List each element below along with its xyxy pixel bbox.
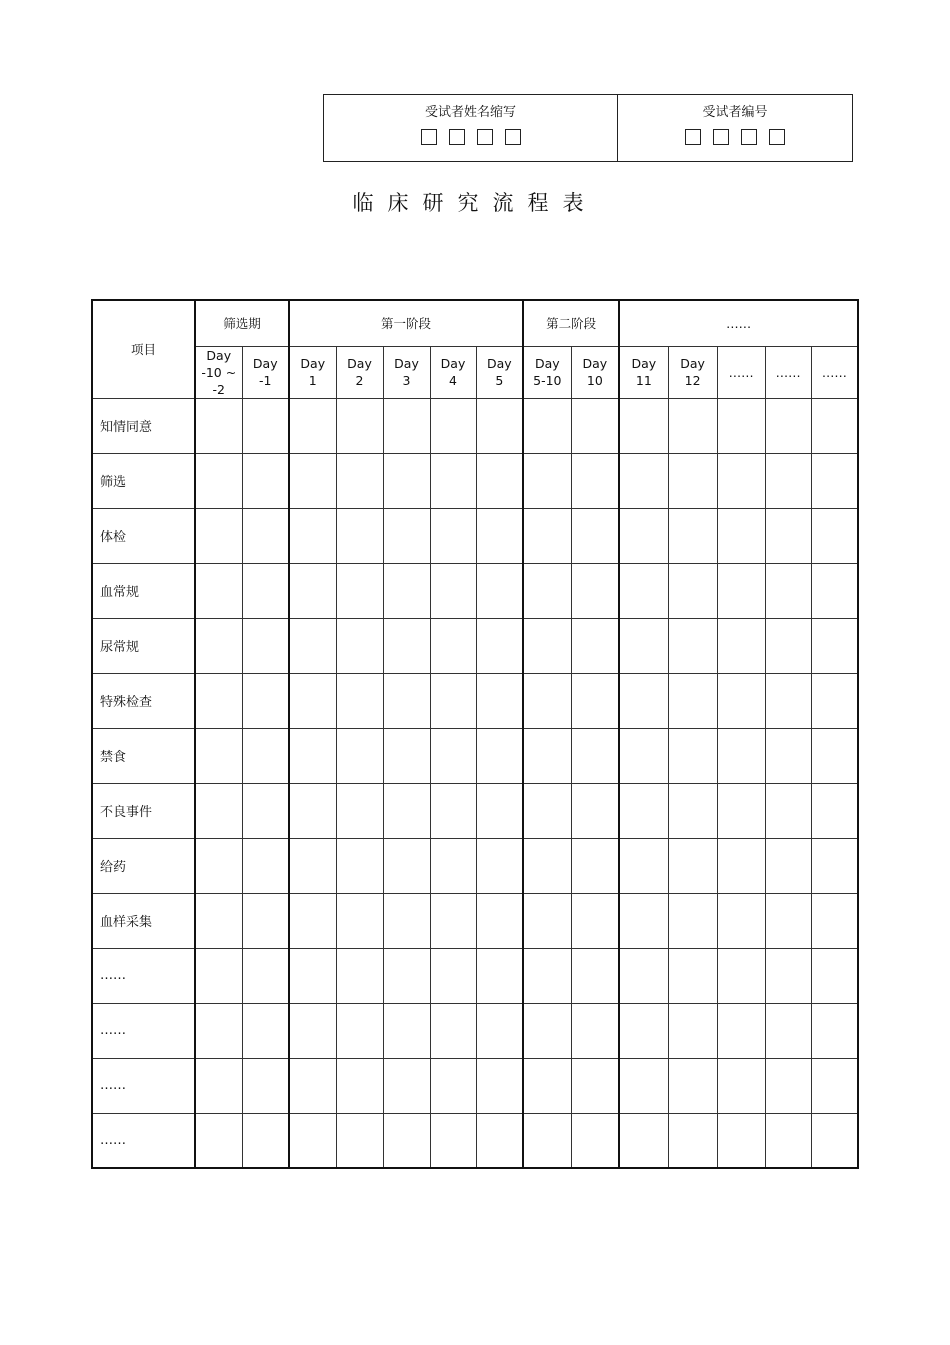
schedule-cell[interactable]	[523, 618, 571, 673]
schedule-cell[interactable]	[383, 673, 430, 728]
schedule-cell[interactable]	[619, 618, 668, 673]
day-header	[571, 346, 619, 398]
schedule-cell[interactable]	[765, 1058, 811, 1113]
schedule-cell[interactable]	[717, 948, 765, 1003]
schedule-cell[interactable]	[668, 1113, 717, 1168]
schedule-cell[interactable]	[717, 1058, 765, 1113]
schedule-cell[interactable]	[242, 453, 289, 508]
day-header-line2: 5-10	[533, 373, 562, 388]
subject-initials-boxes	[421, 129, 521, 145]
schedule-cell[interactable]	[571, 508, 619, 563]
schedule-cell[interactable]	[383, 838, 430, 893]
schedule-cell[interactable]	[765, 453, 811, 508]
schedule-cell[interactable]	[668, 673, 717, 728]
schedule-cell[interactable]	[717, 783, 765, 838]
day-header	[195, 346, 242, 398]
schedule-cell[interactable]	[476, 1113, 523, 1168]
schedule-cell[interactable]	[619, 1113, 668, 1168]
day-header-line2: 10	[586, 373, 603, 388]
row-label: ……	[92, 1003, 195, 1058]
schedule-cell[interactable]	[571, 783, 619, 838]
schedule-cell[interactable]	[476, 948, 523, 1003]
schedule-cell[interactable]	[242, 673, 289, 728]
schedule-cell[interactable]	[571, 728, 619, 783]
day-header-line1: Day	[534, 356, 560, 371]
header-row-phases	[92, 300, 858, 346]
schedule-cell[interactable]	[336, 1003, 383, 1058]
table-row	[92, 1113, 858, 1168]
schedule-cell[interactable]	[668, 783, 717, 838]
schedule-cell[interactable]	[571, 673, 619, 728]
schedule-cell[interactable]	[383, 1003, 430, 1058]
day-header-line2: 5	[495, 373, 504, 388]
schedule-cell[interactable]	[289, 508, 336, 563]
schedule-cell[interactable]	[619, 783, 668, 838]
day-header-line1: Day	[394, 356, 419, 371]
schedule-cell[interactable]	[523, 1058, 571, 1113]
schedule-cell[interactable]	[289, 398, 336, 453]
schedule-cell[interactable]	[811, 618, 858, 673]
day-header-line1: Day	[582, 356, 608, 371]
schedule-cell[interactable]	[523, 563, 571, 618]
header-row-days	[92, 346, 858, 398]
schedule-cell[interactable]	[765, 783, 811, 838]
schedule-cell[interactable]	[195, 453, 242, 508]
day-header-line1: Day	[486, 356, 512, 371]
schedule-cell[interactable]	[242, 1003, 289, 1058]
schedule-cell[interactable]	[195, 1058, 242, 1113]
initials-box[interactable]	[421, 129, 437, 145]
schedule-cell[interactable]	[523, 453, 571, 508]
schedule-cell[interactable]	[383, 1058, 430, 1113]
day-header	[242, 346, 289, 398]
table-row	[92, 398, 858, 453]
schedule-cell[interactable]	[430, 893, 476, 948]
schedule-cell[interactable]	[430, 673, 476, 728]
number-box[interactable]	[685, 129, 701, 145]
phase-header: ……	[619, 300, 858, 346]
schedule-cell[interactable]	[336, 453, 383, 508]
schedule-cell[interactable]	[242, 1058, 289, 1113]
schedule-cell[interactable]	[336, 398, 383, 453]
schedule-cell[interactable]	[476, 1003, 523, 1058]
day-header-line1: Day	[680, 356, 705, 371]
day-header	[289, 346, 336, 398]
schedule-cell[interactable]	[668, 563, 717, 618]
schedule-cell[interactable]	[242, 893, 289, 948]
day-header	[717, 346, 765, 398]
schedule-cell[interactable]	[765, 838, 811, 893]
schedule-cell[interactable]	[523, 673, 571, 728]
schedule-cell[interactable]	[336, 838, 383, 893]
schedule-cell[interactable]	[619, 563, 668, 618]
schedule-cell[interactable]	[195, 673, 242, 728]
schedule-cell[interactable]	[523, 783, 571, 838]
table-row	[92, 1058, 858, 1113]
schedule-cell[interactable]	[811, 893, 858, 948]
initials-box[interactable]	[505, 129, 521, 145]
schedule-cell[interactable]	[765, 893, 811, 948]
day-header-line1: Day	[300, 356, 326, 371]
day-header-line2: 1	[308, 373, 317, 388]
day-header-line2: 12	[684, 373, 701, 388]
schedule-cell[interactable]	[242, 728, 289, 783]
schedule-cell[interactable]	[811, 838, 858, 893]
schedule-cell[interactable]	[811, 673, 858, 728]
page-title: 临床研究流程表	[352, 191, 598, 215]
schedule-cell[interactable]	[476, 508, 523, 563]
schedule-cell[interactable]	[289, 618, 336, 673]
schedule-cell[interactable]	[476, 453, 523, 508]
schedule-cell[interactable]	[523, 1113, 571, 1168]
day-header-line1: Day	[206, 347, 232, 363]
schedule-cell[interactable]	[811, 398, 858, 453]
subject-info-box	[323, 94, 853, 162]
schedule-cell[interactable]	[811, 948, 858, 1003]
schedule-cell[interactable]	[619, 948, 668, 1003]
table-row	[92, 673, 858, 728]
schedule-cell[interactable]	[289, 1113, 336, 1168]
schedule-cell[interactable]	[523, 398, 571, 453]
schedule-cell[interactable]	[195, 783, 242, 838]
row-label: 血常规	[92, 563, 195, 618]
schedule-cell[interactable]	[430, 1058, 476, 1113]
row-label: 尿常规	[92, 618, 195, 673]
schedule-cell[interactable]	[242, 1113, 289, 1168]
schedule-cell[interactable]	[717, 1113, 765, 1168]
schedule-cell[interactable]	[289, 453, 336, 508]
schedule-cell[interactable]	[195, 398, 242, 453]
row-label: 体检	[92, 508, 195, 563]
row-label: 给药	[92, 838, 195, 893]
schedule-cell[interactable]	[476, 398, 523, 453]
schedule-cell[interactable]	[571, 1058, 619, 1113]
schedule-cell[interactable]	[336, 508, 383, 563]
schedule-cell[interactable]	[717, 728, 765, 783]
schedule-cell[interactable]	[383, 398, 430, 453]
schedule-cell[interactable]	[430, 948, 476, 1003]
schedule-cell[interactable]	[811, 1113, 858, 1168]
schedule-cell[interactable]	[242, 838, 289, 893]
day-header-line2: -10 ~ -2	[201, 364, 237, 397]
schedule-cell[interactable]	[668, 398, 717, 453]
day-header	[765, 346, 811, 398]
schedule-cell[interactable]	[571, 618, 619, 673]
schedule-cell[interactable]	[765, 728, 811, 783]
schedule-cell[interactable]	[811, 1003, 858, 1058]
schedule-cell[interactable]	[668, 618, 717, 673]
schedule-cell[interactable]	[289, 783, 336, 838]
schedule-cell[interactable]	[811, 728, 858, 783]
schedule-cell[interactable]	[717, 398, 765, 453]
schedule-cell[interactable]	[717, 453, 765, 508]
schedule-cell[interactable]	[336, 673, 383, 728]
day-header	[811, 346, 858, 398]
schedule-cell[interactable]	[430, 1113, 476, 1168]
schedule-cell[interactable]	[668, 893, 717, 948]
table-row	[92, 618, 858, 673]
schedule-cell[interactable]	[195, 948, 242, 1003]
table-row	[92, 783, 858, 838]
schedule-cell[interactable]	[765, 618, 811, 673]
table-row	[92, 563, 858, 618]
table-row	[92, 893, 858, 948]
schedule-cell[interactable]	[383, 508, 430, 563]
phase-header: 筛选期	[195, 300, 289, 346]
subject-number-boxes	[685, 129, 785, 145]
schedule-cell[interactable]	[195, 893, 242, 948]
day-header-line1: Day	[347, 356, 372, 371]
table-row	[92, 1003, 858, 1058]
schedule-cell[interactable]	[668, 1058, 717, 1113]
day-header-line2: -1	[259, 373, 272, 388]
schedule-cell[interactable]	[668, 948, 717, 1003]
schedule-cell[interactable]	[523, 838, 571, 893]
schedule-cell[interactable]	[717, 508, 765, 563]
row-label: ……	[92, 1058, 195, 1113]
schedule-cell[interactable]	[242, 508, 289, 563]
schedule-cell[interactable]	[430, 563, 476, 618]
schedule-cell[interactable]	[242, 783, 289, 838]
schedule-cell[interactable]	[668, 1003, 717, 1058]
schedule-cell[interactable]	[811, 1058, 858, 1113]
phase-header: 第一阶段	[289, 300, 523, 346]
day-header-line2: 2	[355, 373, 364, 388]
schedule-cell[interactable]	[430, 618, 476, 673]
day-header-line2: 3	[402, 373, 411, 388]
schedule-cell[interactable]	[476, 838, 523, 893]
row-label: 特殊检查	[92, 673, 195, 728]
schedule-cell[interactable]	[717, 1003, 765, 1058]
schedule-cell[interactable]	[383, 618, 430, 673]
schedule-cell[interactable]	[811, 453, 858, 508]
schedule-cell[interactable]	[571, 838, 619, 893]
schedule-cell[interactable]	[619, 838, 668, 893]
phase-header: 第二阶段	[523, 300, 619, 346]
schedule-cell[interactable]	[383, 453, 430, 508]
schedule-cell[interactable]	[619, 1003, 668, 1058]
number-box[interactable]	[769, 129, 785, 145]
schedule-cell[interactable]	[430, 728, 476, 783]
day-header-line1: ……	[728, 364, 754, 380]
schedule-cell[interactable]	[619, 453, 668, 508]
schedule-cell[interactable]	[195, 728, 242, 783]
schedule-cell[interactable]	[619, 1058, 668, 1113]
schedule-cell[interactable]	[289, 728, 336, 783]
day-header	[336, 346, 383, 398]
day-header	[523, 346, 571, 398]
initials-box[interactable]	[477, 129, 493, 145]
number-box[interactable]	[713, 129, 729, 145]
day-header-line1: Day	[440, 356, 466, 371]
day-header	[476, 346, 523, 398]
subject-initials-cell	[324, 95, 618, 161]
schedule-cell[interactable]	[476, 1058, 523, 1113]
schedule-cell[interactable]	[289, 1058, 336, 1113]
schedule-cell[interactable]	[289, 1003, 336, 1058]
schedule-cell[interactable]	[765, 948, 811, 1003]
table-row	[92, 453, 858, 508]
schedule-cell[interactable]	[430, 398, 476, 453]
day-header	[430, 346, 476, 398]
schedule-cell[interactable]	[336, 948, 383, 1003]
day-header-line1: ……	[821, 364, 847, 380]
schedule-cell[interactable]	[336, 1113, 383, 1168]
row-label: 知情同意	[92, 398, 195, 453]
subject-number-cell	[618, 95, 852, 161]
schedule-cell[interactable]	[476, 783, 523, 838]
schedule-cell[interactable]	[523, 948, 571, 1003]
schedule-cell[interactable]	[668, 508, 717, 563]
schedule-cell[interactable]	[571, 1113, 619, 1168]
schedule-cell[interactable]	[523, 1003, 571, 1058]
schedule-cell[interactable]	[476, 893, 523, 948]
schedule-cell[interactable]	[717, 618, 765, 673]
subject-initials-label: 受试者姓名缩写	[424, 105, 516, 120]
flow-table	[91, 299, 859, 1169]
initials-box[interactable]	[449, 129, 465, 145]
row-label: 血样采集	[92, 893, 195, 948]
schedule-cell[interactable]	[571, 893, 619, 948]
schedule-cell[interactable]	[619, 398, 668, 453]
schedule-cell[interactable]	[336, 893, 383, 948]
schedule-cell[interactable]	[430, 783, 476, 838]
schedule-cell[interactable]	[195, 1003, 242, 1058]
schedule-cell[interactable]	[571, 563, 619, 618]
schedule-cell[interactable]	[289, 673, 336, 728]
schedule-cell[interactable]	[619, 893, 668, 948]
schedule-cell[interactable]	[336, 783, 383, 838]
schedule-cell[interactable]	[717, 893, 765, 948]
schedule-cell[interactable]	[571, 1003, 619, 1058]
schedule-cell[interactable]	[619, 728, 668, 783]
schedule-cell[interactable]	[383, 893, 430, 948]
row-label: ……	[92, 1113, 195, 1168]
day-header-line1: Day	[631, 356, 657, 371]
schedule-cell[interactable]	[571, 948, 619, 1003]
schedule-cell[interactable]	[242, 948, 289, 1003]
schedule-cell[interactable]	[242, 618, 289, 673]
schedule-cell[interactable]	[383, 1113, 430, 1168]
schedule-cell[interactable]	[717, 838, 765, 893]
table-row	[92, 728, 858, 783]
schedule-cell[interactable]	[383, 563, 430, 618]
day-header-line2: 11	[635, 373, 652, 388]
schedule-cell[interactable]	[195, 508, 242, 563]
schedule-cell[interactable]	[476, 563, 523, 618]
schedule-cell[interactable]	[619, 508, 668, 563]
table-row	[92, 508, 858, 563]
schedule-cell[interactable]	[430, 1003, 476, 1058]
day-header-line1: Day	[252, 356, 278, 371]
schedule-cell[interactable]	[195, 838, 242, 893]
schedule-cell[interactable]	[383, 948, 430, 1003]
schedule-cell[interactable]	[811, 508, 858, 563]
item-header: 项目	[92, 300, 195, 398]
schedule-cell[interactable]	[336, 1058, 383, 1113]
schedule-cell[interactable]	[383, 783, 430, 838]
schedule-cell[interactable]	[765, 508, 811, 563]
schedule-cell[interactable]	[476, 673, 523, 728]
schedule-cell[interactable]	[476, 728, 523, 783]
schedule-cell[interactable]	[811, 783, 858, 838]
schedule-cell[interactable]	[430, 508, 476, 563]
schedule-cell[interactable]	[336, 618, 383, 673]
schedule-cell[interactable]	[195, 1113, 242, 1168]
table-row	[92, 838, 858, 893]
schedule-cell[interactable]	[476, 618, 523, 673]
schedule-cell[interactable]	[289, 893, 336, 948]
table-row	[92, 948, 858, 1003]
day-header	[383, 346, 430, 398]
subject-number-label: 受试者编号	[702, 105, 768, 120]
schedule-cell[interactable]	[811, 563, 858, 618]
row-label: ……	[92, 948, 195, 1003]
schedule-cell[interactable]	[765, 563, 811, 618]
schedule-cell[interactable]	[765, 398, 811, 453]
row-label: 筛选	[92, 453, 195, 508]
schedule-cell[interactable]	[195, 618, 242, 673]
schedule-cell[interactable]	[383, 728, 430, 783]
day-header-line1: ……	[775, 364, 801, 380]
number-box[interactable]	[741, 129, 757, 145]
schedule-cell[interactable]	[289, 948, 336, 1003]
schedule-cell[interactable]	[523, 508, 571, 563]
schedule-cell[interactable]	[571, 398, 619, 453]
schedule-cell[interactable]	[195, 563, 242, 618]
row-label: 禁食	[92, 728, 195, 783]
schedule-cell[interactable]	[619, 673, 668, 728]
schedule-cell[interactable]	[336, 563, 383, 618]
schedule-cell[interactable]	[523, 893, 571, 948]
schedule-cell[interactable]	[242, 563, 289, 618]
schedule-cell[interactable]	[717, 563, 765, 618]
schedule-cell[interactable]	[571, 453, 619, 508]
row-label: 不良事件	[92, 783, 195, 838]
schedule-cell[interactable]	[289, 563, 336, 618]
schedule-cell[interactable]	[242, 398, 289, 453]
day-header	[619, 346, 668, 398]
schedule-cell[interactable]	[717, 673, 765, 728]
schedule-cell[interactable]	[765, 1113, 811, 1168]
schedule-cell[interactable]	[430, 838, 476, 893]
schedule-cell[interactable]	[668, 838, 717, 893]
day-header-line2: 4	[449, 373, 457, 388]
schedule-cell[interactable]	[765, 1003, 811, 1058]
day-header	[668, 346, 717, 398]
schedule-cell[interactable]	[523, 728, 571, 783]
schedule-cell[interactable]	[668, 453, 717, 508]
schedule-cell[interactable]	[289, 838, 336, 893]
schedule-cell[interactable]	[336, 728, 383, 783]
schedule-cell[interactable]	[668, 728, 717, 783]
schedule-cell[interactable]	[430, 453, 476, 508]
schedule-cell[interactable]	[765, 673, 811, 728]
